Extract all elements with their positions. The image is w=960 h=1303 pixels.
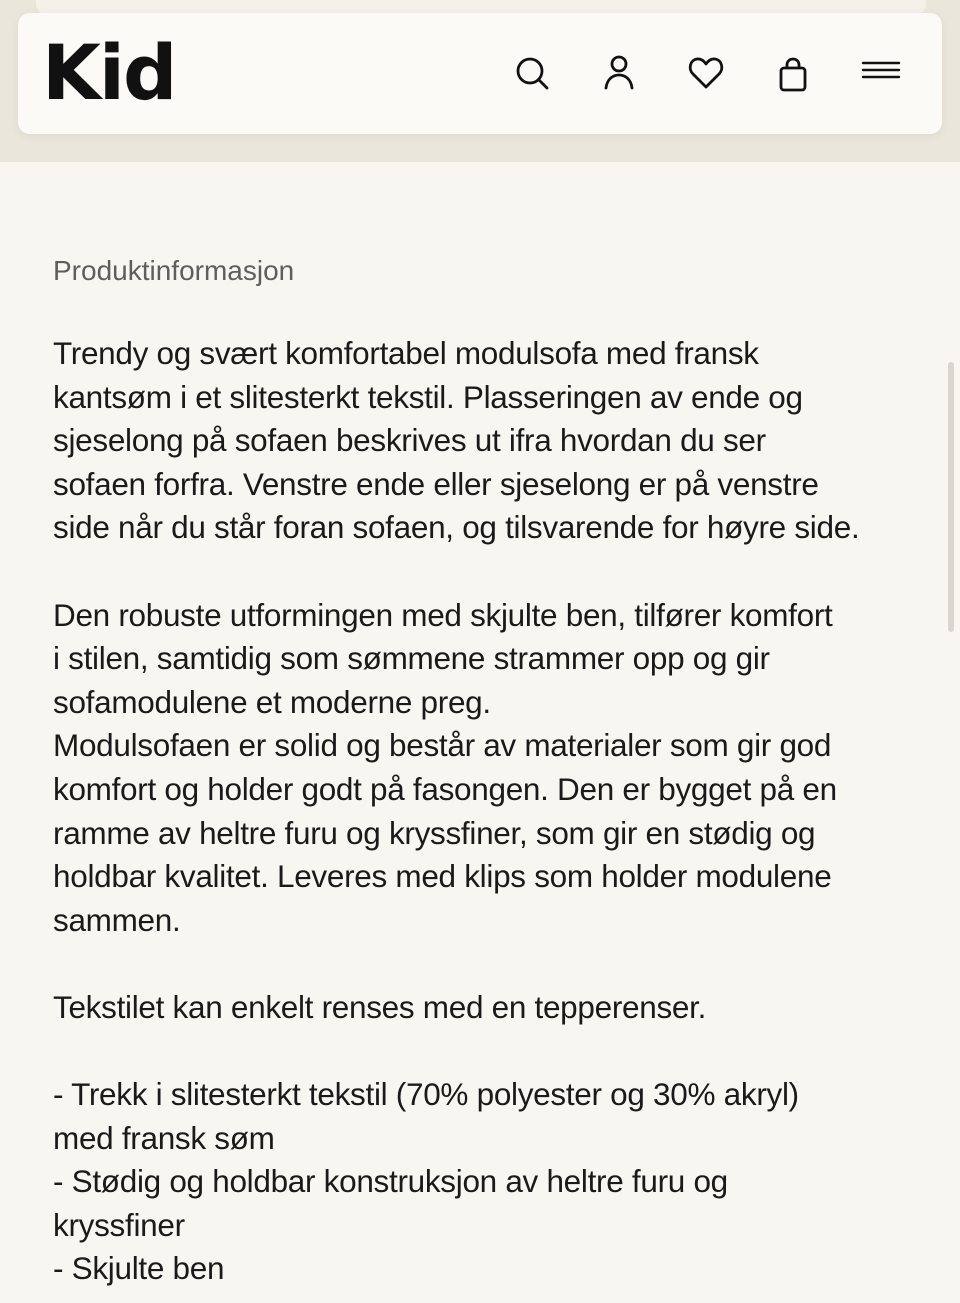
paragraph-gap [53,1030,923,1074]
bag-icon[interactable] [773,53,813,93]
description-line: sofamodulene et moderne preg. [53,683,491,720]
description-line: i stilen, samtidig som sømmene strammer opp og gir [53,640,770,677]
feature-list-item: - Stødig og holdbar konstruksjon av heltre furu og [53,1163,728,1200]
description-line: side når du står foran sofaen, og tilsvarende for høyre side. [53,509,860,546]
previous-card-edge [36,0,926,14]
description-line: holdbar kvalitet. Leveres med klips som holder modulene [53,858,832,895]
description-line: Den robuste utformingen med skjulte ben, tilfører komfort [53,596,833,633]
product-description [53,332,923,1291]
feature-list-item: kryssfiner [53,1206,185,1243]
description-line: Tekstilet kan enkelt renses med en tepperenser. [53,988,707,1025]
description-line: sjeselong på sofaen beskrives ut ifra hvordan du ser [53,422,766,459]
user-icon[interactable] [599,53,639,93]
paragraph-gap [53,550,923,594]
search-icon[interactable] [512,53,552,93]
feature-list-item: - Skjulte ben [53,1250,225,1287]
section-title: Produktinformasjon [53,255,295,286]
description-line: Modulsofaen er solid og består av materialer som gir god [53,727,832,764]
description-line: kantsøm i et slitesterkt tekstil. Plasseringen av ende og [53,378,803,415]
description-line: sammen. [53,901,181,938]
kid-logo[interactable]: Kid [42,28,176,117]
product-info-section [53,250,923,1291]
scrollbar[interactable] [948,362,954,632]
description-line: Trendy og svært komfortabel modulsofa med fransk [53,335,759,371]
description-line: komfort og holder godt på fasongen. Den er bygget på en [53,770,837,807]
description-line: ramme av heltre furu og kryssfiner, som gir en stødig og [53,814,816,851]
feature-list-item: med fransk søm [53,1119,275,1156]
paragraph-gap [53,942,923,986]
menu-icon[interactable] [861,53,901,93]
feature-list-item: - Trekk i slitesterkt tekstil (70% polyester og 30% akryl) [53,1076,799,1113]
site-header [18,13,942,134]
heart-icon[interactable] [686,53,726,93]
description-line: sofaen forfra. Venstre ende eller sjeselong er på venstre [53,465,819,502]
